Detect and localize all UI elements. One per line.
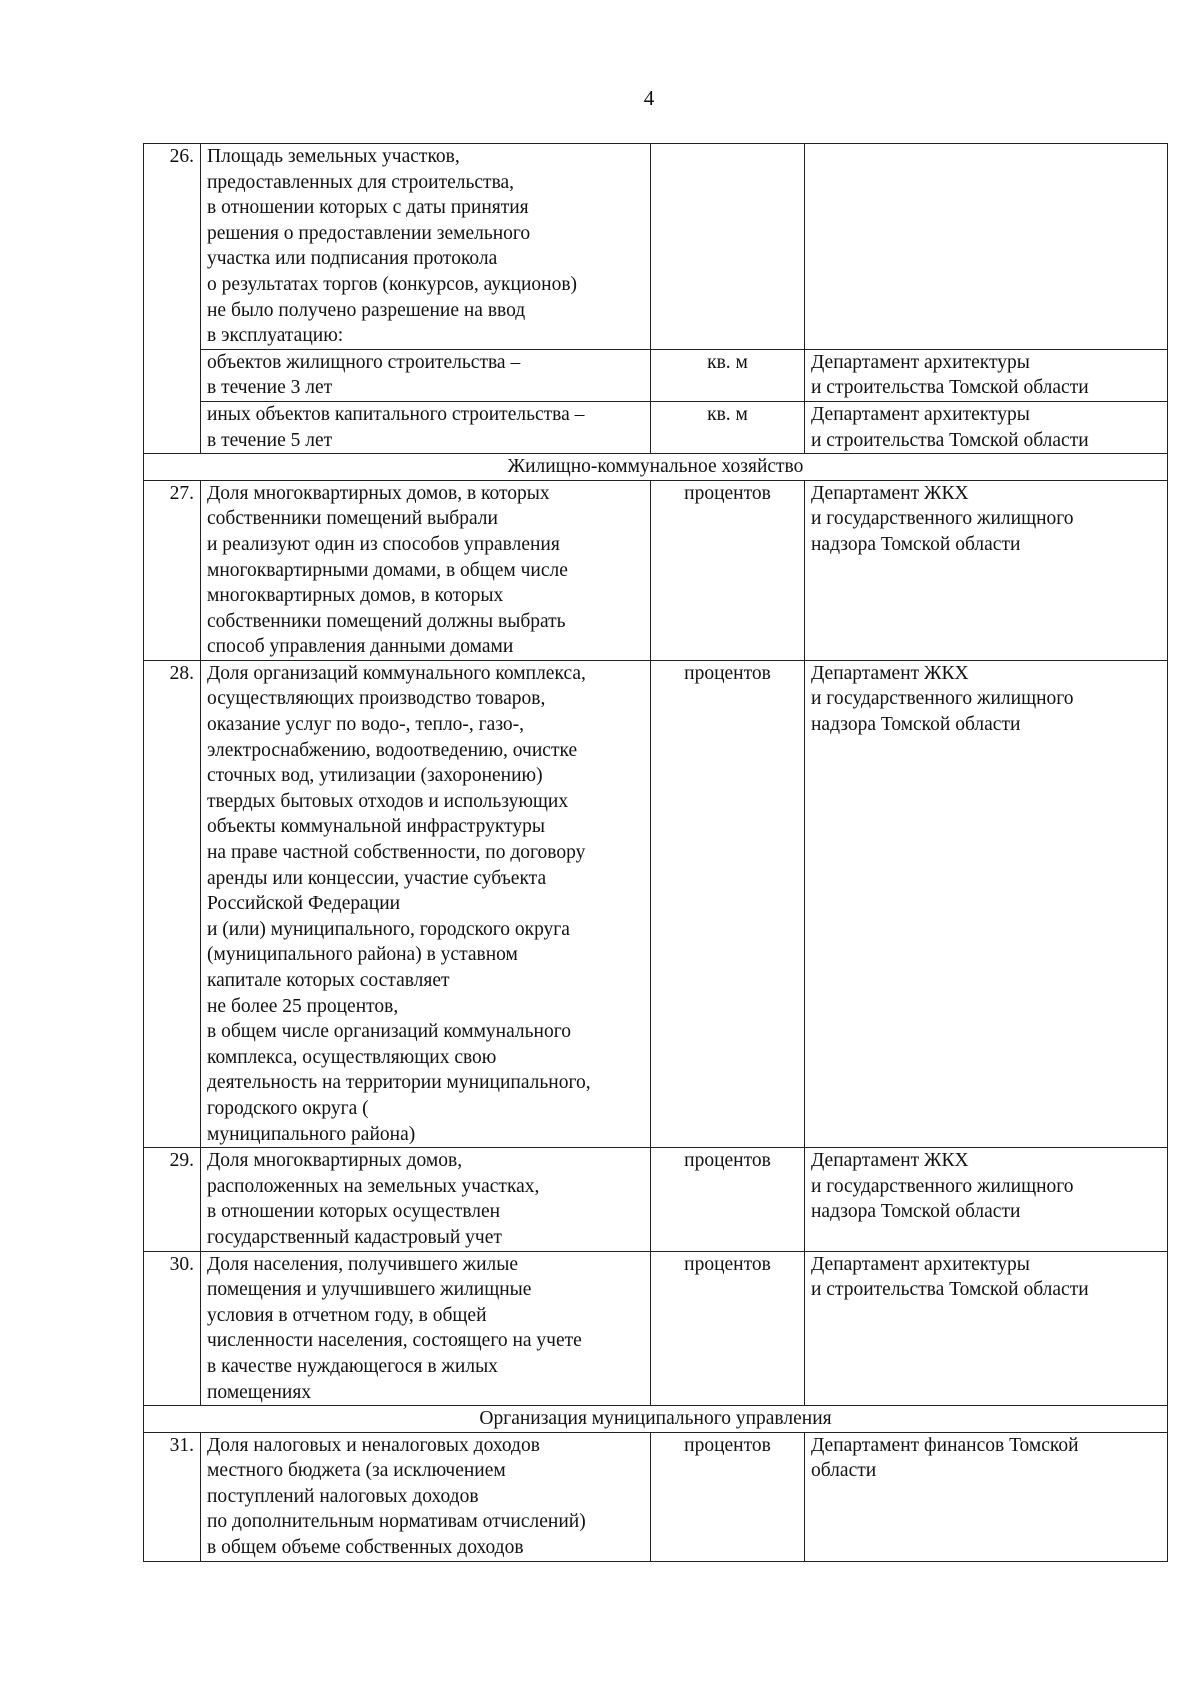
indicator-name-line: объектов жилищного строительства – — [207, 351, 521, 373]
responsible-line: и строительства Томской области — [811, 1279, 1089, 1301]
indicator-name — [201, 1251, 651, 1406]
indicator-name-line: Доля населения, получившего жилые — [207, 1253, 519, 1275]
responsible-line: и строительства Томской области — [811, 429, 1089, 451]
section-header-row — [144, 454, 1168, 481]
table-row — [144, 1432, 1168, 1561]
indicator-name-line: способ управления данными домами — [207, 636, 514, 658]
responsible-line: и государственного жилищного — [811, 508, 1074, 530]
indicator-name-line: расположенных на земельных участках, — [207, 1175, 540, 1197]
indicator-name — [201, 401, 651, 453]
table-row — [144, 1251, 1168, 1406]
responsible-line: надзора Томской области — [811, 1201, 1021, 1223]
indicator-name-line: Доля организаций коммунального комплекса, — [207, 662, 586, 684]
section-header-row — [144, 1406, 1168, 1433]
indicator-name-line: твердых бытовых отходов и использующих — [207, 790, 569, 812]
indicator-name-line: в отношении которых с даты принятия — [207, 197, 529, 219]
indicator-name-line: Доля многоквартирных домов, — [207, 1150, 463, 1172]
indicator-name-line: поступлений налоговых доходов — [207, 1485, 479, 1507]
indicator-name-line: капитале которых составляет — [207, 970, 450, 991]
unit-cell: кв. м — [651, 401, 805, 453]
table-row — [144, 144, 1168, 350]
row-number: 26. — [144, 144, 201, 454]
responsible-line: надзора Томской области — [811, 533, 1021, 555]
table-row — [144, 1148, 1168, 1251]
row-number: 30. — [144, 1251, 201, 1406]
responsible-line: области — [811, 1460, 877, 1482]
unit-cell: кв. м — [651, 349, 805, 401]
responsible-department — [805, 401, 1168, 453]
responsible-department — [805, 480, 1168, 660]
indicator-name-line: в общем объеме собственных доходов — [207, 1537, 524, 1559]
indicator-name-line: собственники помещений выбрали — [207, 508, 498, 530]
indicator-name-line: осуществляющих производство товаров, — [207, 688, 546, 710]
indicator-name — [201, 480, 651, 660]
unit-cell — [651, 144, 805, 350]
indicator-name-line: Доля налоговых и неналоговых доходов — [207, 1434, 540, 1456]
table-row — [144, 660, 1168, 1147]
indicator-name-line: комплекса, осуществляющих свою — [207, 1046, 497, 1068]
table-row — [144, 480, 1168, 660]
indicator-name-line: в качестве нуждающегося в жилых — [207, 1355, 498, 1377]
indicator-name — [201, 660, 651, 1147]
indicator-name-line: помещения и улучшившего жилищные — [207, 1279, 532, 1301]
responsible-line: надзора Томской области — [811, 714, 1021, 736]
indicator-name-line: Площадь земельных участков, — [207, 146, 460, 167]
responsible-line: и государственного жилищного — [811, 688, 1074, 710]
responsible-department — [805, 349, 1168, 401]
indicator-name-line: Доля многоквартирных домов, в которых — [207, 482, 550, 504]
indicator-name-line: иных объектов капитального строительства – — [207, 403, 585, 425]
row-number: 28. — [144, 660, 201, 1147]
indicator-name-line: собственники помещений должны выбрать — [207, 610, 566, 632]
indicator-name-line: не более 25 процентов, — [207, 995, 399, 1017]
table-subrow — [144, 349, 1168, 401]
unit-cell: процентов — [651, 480, 805, 660]
responsible-line: и государственного жилищного — [811, 1175, 1074, 1197]
responsible-line: Департамент финансов Томской — [811, 1434, 1079, 1456]
indicators-table-body — [144, 144, 1168, 1562]
responsible-line: Департамент ЖКХ — [811, 482, 969, 504]
indicator-name-line: участка или подписания протокола — [207, 248, 498, 270]
responsible-line: Департамент архитектуры — [811, 403, 1030, 425]
indicator-name-line: в эксплуатацию: — [207, 325, 344, 347]
responsible-line: Департамент ЖКХ — [811, 662, 969, 684]
table-subrow — [144, 401, 1168, 453]
indicator-name — [201, 349, 651, 401]
indicator-name-line: на праве частной собственности, по договору — [207, 842, 586, 864]
row-number: 27. — [144, 480, 201, 660]
indicator-name-line: аренды или концессии, участие субъекта — [207, 867, 547, 889]
responsible-cell — [805, 144, 1168, 350]
indicator-name-line: предоставленных для строительства, — [207, 171, 515, 193]
indicator-name — [201, 1432, 651, 1561]
indicator-name-line: деятельность на территории муниципального, — [207, 1072, 591, 1094]
indicator-name-line: (муниципального района) в уставном — [207, 944, 518, 966]
unit-cell: процентов — [651, 660, 805, 1147]
indicator-name-line: многоквартирных домов, в которых — [207, 585, 504, 607]
indicator-name-line: численности населения, состоящего на учете — [207, 1330, 582, 1352]
indicator-name-line: условия в отчетном году, в общей — [207, 1304, 487, 1326]
indicator-name-line: сточных вод, утилизации (захоронению) — [207, 765, 543, 787]
indicator-name-line: решения о предоставлении земельного — [207, 222, 531, 244]
indicator-name-line: в отношении которых осуществлен — [207, 1201, 501, 1223]
row-number: 31. — [144, 1432, 201, 1561]
indicator-name-line: о результатах торгов (конкурсов, аукционов) — [207, 273, 578, 295]
indicator-name-line: в течение 5 лет — [207, 429, 333, 451]
indicator-name-line: не было получено разрешение на ввод — [207, 299, 526, 321]
indicator-name-line: местного бюджета (за исключением — [207, 1460, 506, 1482]
indicator-name-line: в течение 3 лет — [207, 377, 333, 399]
section-title: Жилищно-коммунальное хозяйство — [144, 454, 1168, 481]
indicator-name-line: и (или) муниципального, городского округа — [207, 918, 570, 940]
unit-cell: процентов — [651, 1251, 805, 1406]
indicator-name — [201, 1148, 651, 1251]
indicator-name-line: и реализуют один из способов управления — [207, 533, 560, 555]
indicator-name-line: муниципального района) — [207, 1123, 416, 1145]
responsible-line: Департамент ЖКХ — [811, 1150, 969, 1172]
indicator-name-line: помещениях — [207, 1381, 312, 1403]
indicator-name-line: объекты коммунальной инфраструктуры — [207, 816, 545, 838]
indicator-name — [201, 144, 651, 350]
responsible-department — [805, 1251, 1168, 1406]
indicator-name-line: по дополнительным нормативам отчислений) — [207, 1511, 586, 1533]
unit-cell: процентов — [651, 1432, 805, 1561]
responsible-department — [805, 660, 1168, 1147]
indicator-name-line: оказание услуг по водо-, тепло-, газо-, — [207, 714, 525, 736]
responsible-department — [805, 1432, 1168, 1561]
row-number: 29. — [144, 1148, 201, 1251]
indicator-name-line: государственный кадастровый учет — [207, 1226, 502, 1248]
page-number: 4 — [643, 86, 655, 110]
section-title: Организация муниципального управления — [144, 1406, 1168, 1433]
indicators-table — [143, 143, 1168, 1562]
unit-cell: процентов — [651, 1148, 805, 1251]
indicator-name-line: городского округа ( — [207, 1097, 369, 1119]
indicator-name-line: в общем числе организаций коммунального — [207, 1021, 571, 1043]
responsible-department — [805, 1148, 1168, 1251]
responsible-line: Департамент архитектуры — [811, 351, 1030, 373]
indicator-name-line: Российской Федерации — [207, 893, 401, 915]
indicator-name-line: электроснабжению, водоотведению, очистке — [207, 739, 578, 761]
responsible-line: Департамент архитектуры — [811, 1253, 1030, 1275]
indicator-name-line: многоквартирными домами, в общем числе — [207, 559, 568, 581]
responsible-line: и строительства Томской области — [811, 377, 1089, 399]
